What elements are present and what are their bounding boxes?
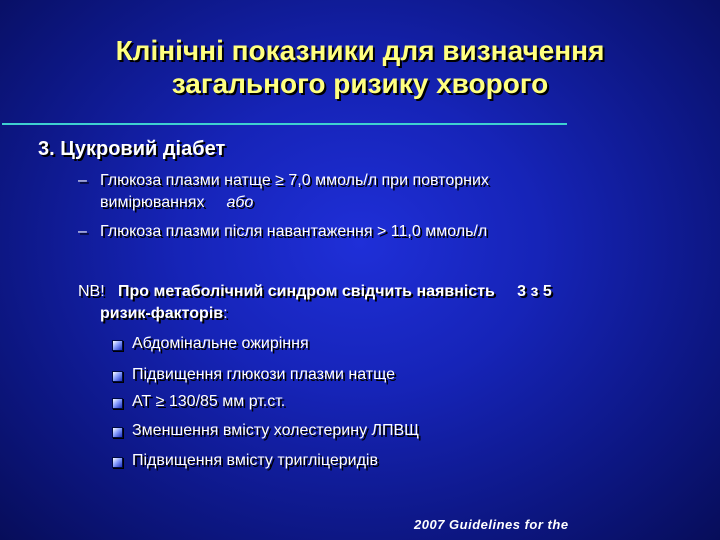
square-bullet-icon [112,457,123,468]
nb-suffix: : [223,305,228,322]
nb-prefix: NB! [78,283,105,300]
risk-factor-item [112,364,672,386]
nb-statement: Про метаболічний синдром свідчить наявність [118,283,495,300]
square-bullet-icon [112,340,123,351]
nb-statement-continued: ризик-факторів [100,305,224,322]
risk-factor-item [112,333,672,355]
criterion-connector: або [226,194,254,211]
slide-title [40,34,680,100]
criterion-text: Глюкоза плазми після навантаження > 11,0 ммоль/л [100,223,488,240]
slide-title-line-1: Клінічні показники для визначення [115,35,605,66]
criterion-item-1 [78,170,678,214]
nb-note [78,281,678,325]
square-bullet-icon [112,398,123,409]
square-bullet-icon [112,371,123,382]
criterion-item-2 [78,221,678,243]
risk-factor-text: Абдомінальне ожиріння [132,335,309,352]
dash-bullet: – [78,172,87,189]
square-bullet-icon [112,427,123,438]
dash-bullet: – [78,223,87,240]
risk-factor-item [112,450,672,472]
title-divider [2,123,567,125]
risk-factor-text: АТ ≥ 130/85 мм рт.ст. [132,393,286,410]
slide-title-line-2: загального ризику хворого [171,68,549,99]
risk-factor-text: Підвищення глюкози плазми натще [132,366,395,383]
risk-factor-text: Зменшення вмісту холестерину ЛПВЩ [132,422,420,439]
criterion-text-continued: вимірюваннях [100,194,205,211]
risk-factor-item [112,391,672,413]
footer-citation: 2007 Guidelines for the [414,517,569,532]
section-heading: 3. Цукровий діабет [38,138,226,160]
risk-factor-item [112,420,672,442]
nb-count: 3 з 5 [517,283,552,300]
risk-factor-text: Підвищення вмісту тригліцеридів [132,452,378,469]
criterion-text: Глюкоза плазми натще ≥ 7,0 ммоль/л при повторних [100,172,489,189]
